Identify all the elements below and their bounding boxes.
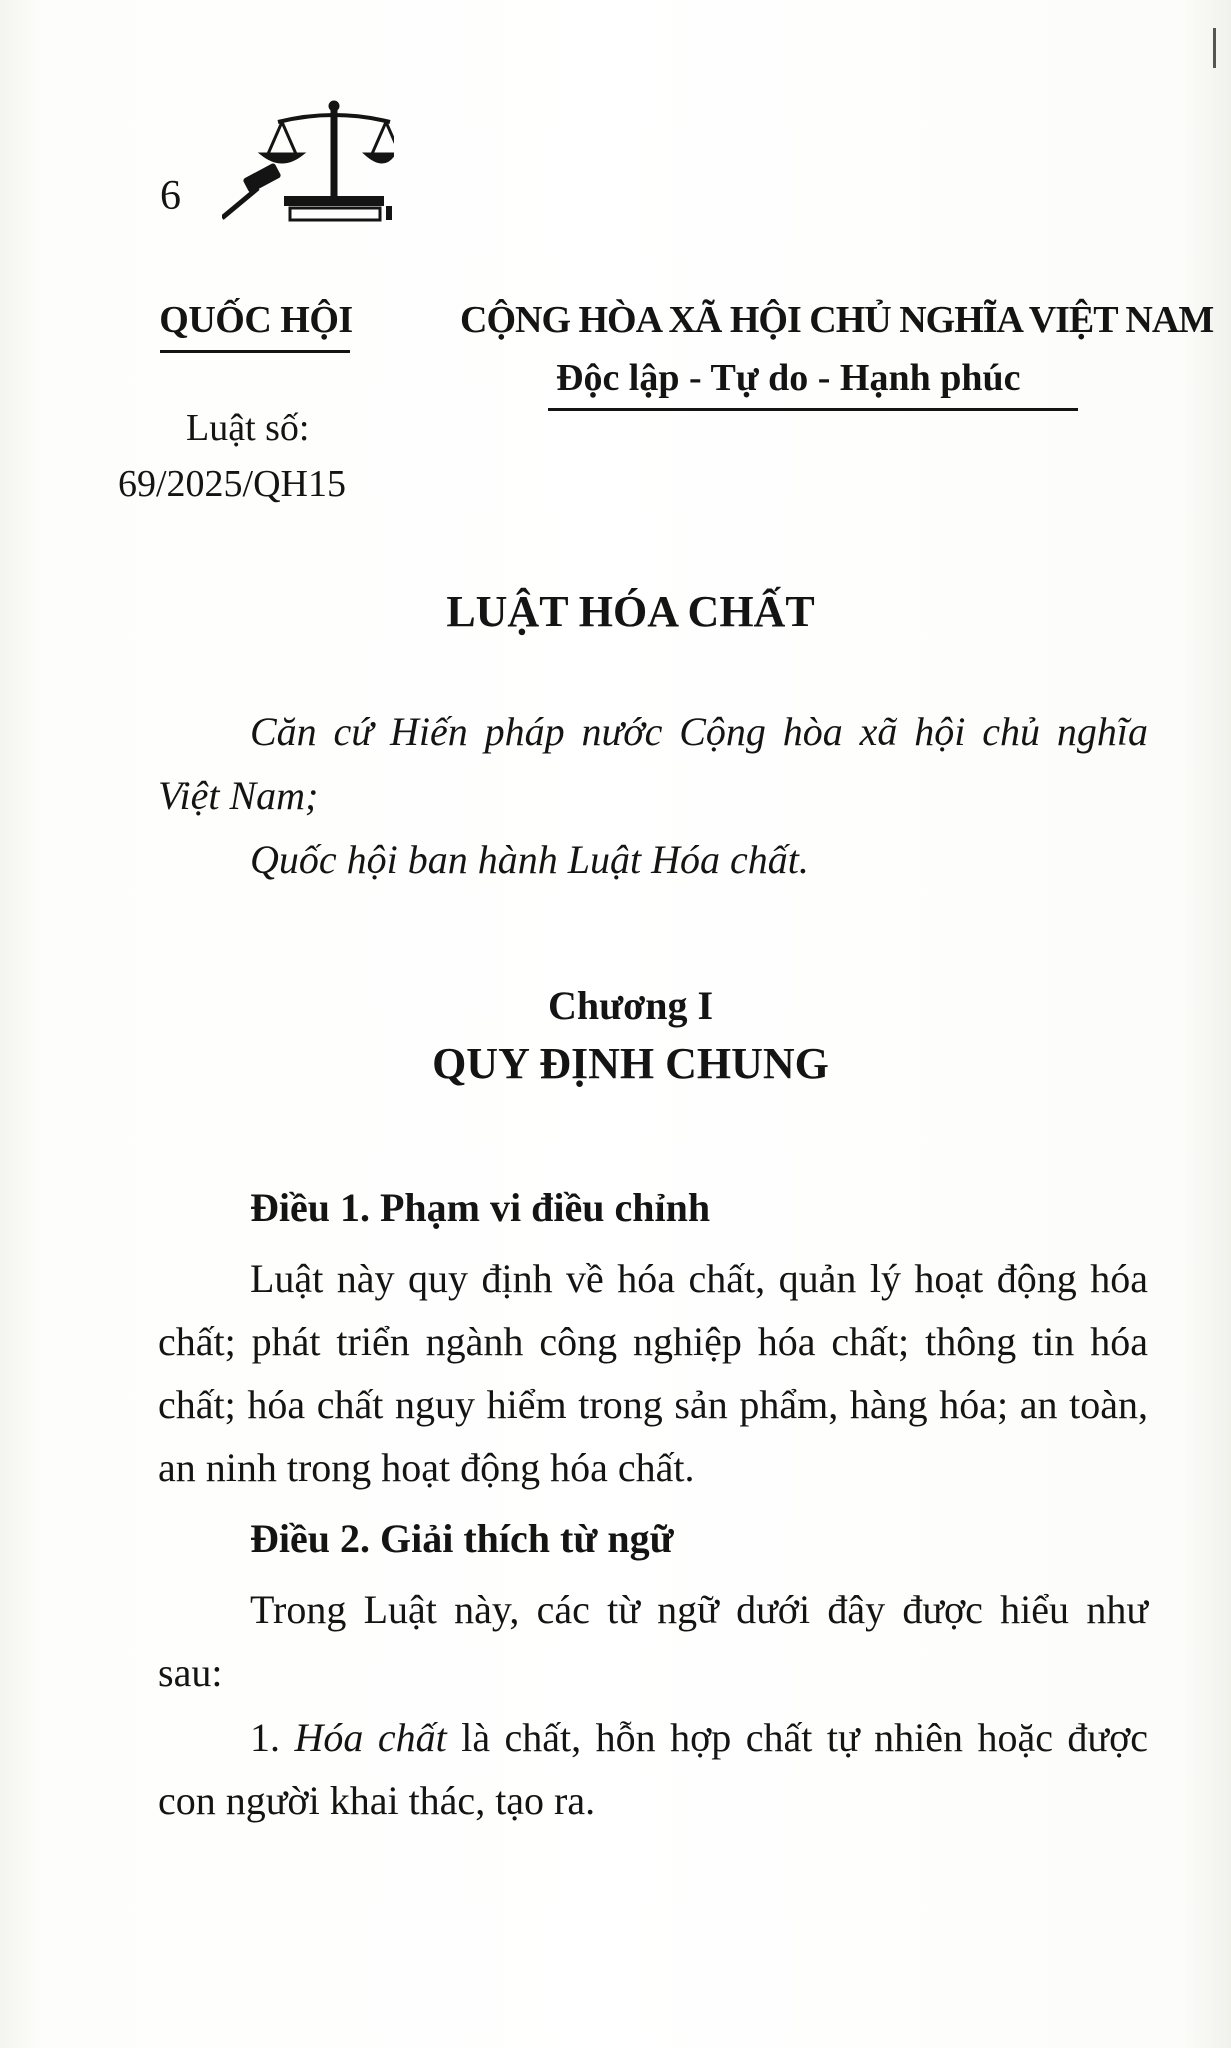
law-title: LUẬT HÓA CHẤT [446,587,815,636]
preamble [158,700,1148,892]
chapter-number: Chương I [547,983,714,1028]
definition-term: Hóa chất [294,1715,447,1760]
definition-number: 1. [250,1715,280,1760]
national-motto: Độc lập - Tự do - Hạnh phúc [556,357,1021,399]
article-heading: Điều 2. Giải thích từ ngữ [250,1516,674,1561]
article-heading: Điều 1. Phạm vi điều chỉnh [250,1185,711,1230]
article-paragraph: Trong Luật này, các từ ngữ dưới đây được hiểu như sau: [158,1587,1148,1695]
issuer-underline [160,350,350,353]
page-number: 6 [160,173,181,219]
issuing-authority: QUỐC HỘI [159,299,353,341]
page-edge-mark [1213,28,1216,68]
articles-body [158,1176,1148,1834]
preamble-paragraph: Quốc hội ban hành Luật Hóa chất. [250,837,809,882]
chapter-name: QUY ĐỊNH CHUNG [432,1039,829,1088]
law-number-label: Luật số: [186,407,310,449]
national-title: CỘNG HÒA XÃ HỘI CHỦ NGHĨA VIỆT NAM [460,299,1214,341]
article-paragraph: Luật này quy định về hóa chất, quản lý hoạt động hóa chất; phát triển ngành công nghiệp hóa chất; thông tin hóa chất; hóa chất nguy hiểm trong sản phẩm, hàng hóa; an toàn, an ninh trong hoạt động hóa chất. [158,1256,1148,1490]
definition-text: là chất, hỗn hợp chất tự nhiên hoặc được con người khai thác, tạo ra. [158,1715,1149,1823]
motto-underline [548,408,1078,411]
law-number: 69/2025/QH15 [118,463,346,505]
definition-item [158,1706,1148,1832]
preamble-paragraph: Căn cứ Hiến pháp nước Cộng hòa xã hội chủ nghĩa Việt Nam; [158,709,1148,818]
scales-of-justice-and-gavel-icon [222,100,394,222]
